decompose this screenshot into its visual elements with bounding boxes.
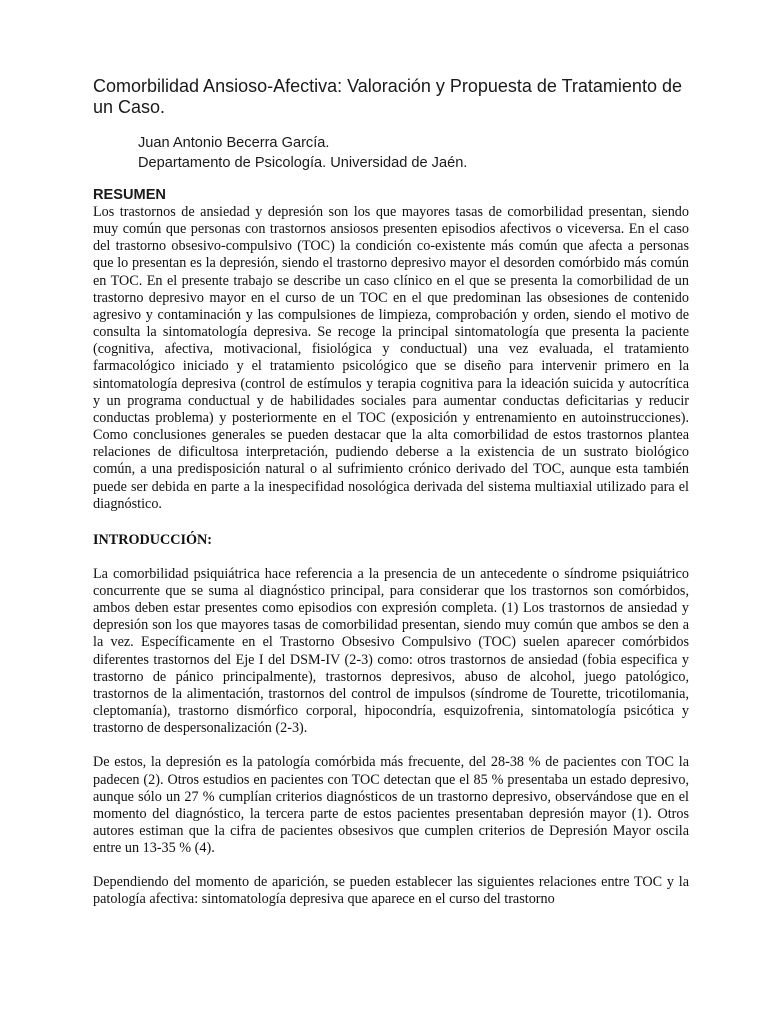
abstract-text: Los trastornos de ansiedad y depresión son los que mayores tasas de comorbilidad presentan, siendo muy común que personas con trastornos ansiosos presenten episodios afectivos o viceversa. En el caso del trastorno obsesivo-compulsivo (TOC) la condición co-existente más común que afecta a personas que lo presentan es la depresión, siendo el trastorno depresivo mayor el desorden comórbido más común en TOC. En el presente trabajo se describe un caso clínico en el que se presenta la comorbilidad de un trastorno depresivo mayor en el curso de un TOC en el que predominan las obsesiones de contenido agresivo y contaminación y las compulsiones de limpieza, comprobación y orden, siendo el motivo de consulta la sintomatología depresiva. Se recoge la principal sintomatología que presenta la paciente (cognitiva, afectiva, motivacional, fisiológica y conductual) una vez evaluada, el tratamiento farmacológico iniciado y el tratamiento psicológico que se diseño para intervenir primero en la sintomatología depresiva (control de estímulos y terapia cognitiva para la ideación suicida y autocrítica y un programa conductual y de habilidades sociales para aumentar conductas deficitarias y reducir conductas problema) y posteriormente en el TOC (exposición y entrenamiento en autoinstrucciones). Como conclusiones generales se pueden destacar que la alta comorbilidad de estos trastornos plantea relaciones de dificultosa interpretación, pudiendo deberse a la existencia de un sustrato biológico común, a una predisposición natural o al sufrimiento crónico derivado del TOC, aunque esta también puede ser debida en parte a la inespecifidad nosológica derivada del sistema multiaxial utilizado para el diagnóstico. — [93, 204, 689, 512]
abstract-heading: RESUMEN — [93, 187, 166, 203]
introduction-heading: INTRODUCCIÓN: — [93, 531, 213, 548]
author-block — [93, 133, 689, 173]
document-page — [93, 76, 689, 909]
author-affiliation: Departamento de Psicología. Universidad de Jaén. — [138, 155, 468, 171]
body-paragraph-1: La comorbilidad psiquiátrica hace referencia a la presencia de un antecedente o síndrome psiquiátrico concurrente que se suma al diagnóstico principal, para considerar que los trastornos son comórbidos, ambos deben estar presentes como episodios con expresión completa. (1) Los trastornos de ansiedad y depresión son los que mayores tasas de comorbilidad presentan, siendo muy común que ambos se den a la vez. Específicamente en el Trastorno Obsesivo Compulsivo (TOC) suelen aparecer comórbidos diferentes trastornos del Eje I del DSM-IV (2-3) como: otros trastornos de ansiedad (fobia especifica y trastorno de pánico principalmente), trastornos depresivos, abuso de alcohol, juego patológico, trastornos de la alimentación, trastornos del control de impulsos (síndrome de Tourette, tricotilomania, cleptomanía), trastorno dismórfico corporal, hipocondría, esquizofrenia, sintomatología psicótica y trastorno de despersonalización (2-3). — [93, 565, 689, 737]
author-name: Juan Antonio Becerra García. — [138, 135, 330, 151]
paper-title: Comorbilidad Ansioso-Afectiva: Valoración y Propuesta de Tratamiento de un Caso. — [93, 76, 682, 117]
body-paragraph-2: De estos, la depresión es la patología comórbida más frecuente, del 28-38 % de pacientes con TOC la padecen (2). Otros estudios en pacientes con TOC detectan que el 85 % presentaba un estado depresivo, aunque sólo un 27 % cumplían criterios diagnósticos de un trastorno depresivo, observándose que en el momento del diagnóstico, la tercera parte de estos pacientes presentaban depresión mayor (1). Otros autores estiman que la cifra de pacientes obsesivos que cumplen criterios de Depresión Mayor oscila entre un 13-35 % (4). — [93, 754, 689, 857]
body-paragraph-3: Dependiendo del momento de aparición, se pueden establecer las siguientes relaciones entre TOC y la patología afectiva: sintomatología depresiva que aparece en el curso del trastorno — [93, 874, 689, 908]
